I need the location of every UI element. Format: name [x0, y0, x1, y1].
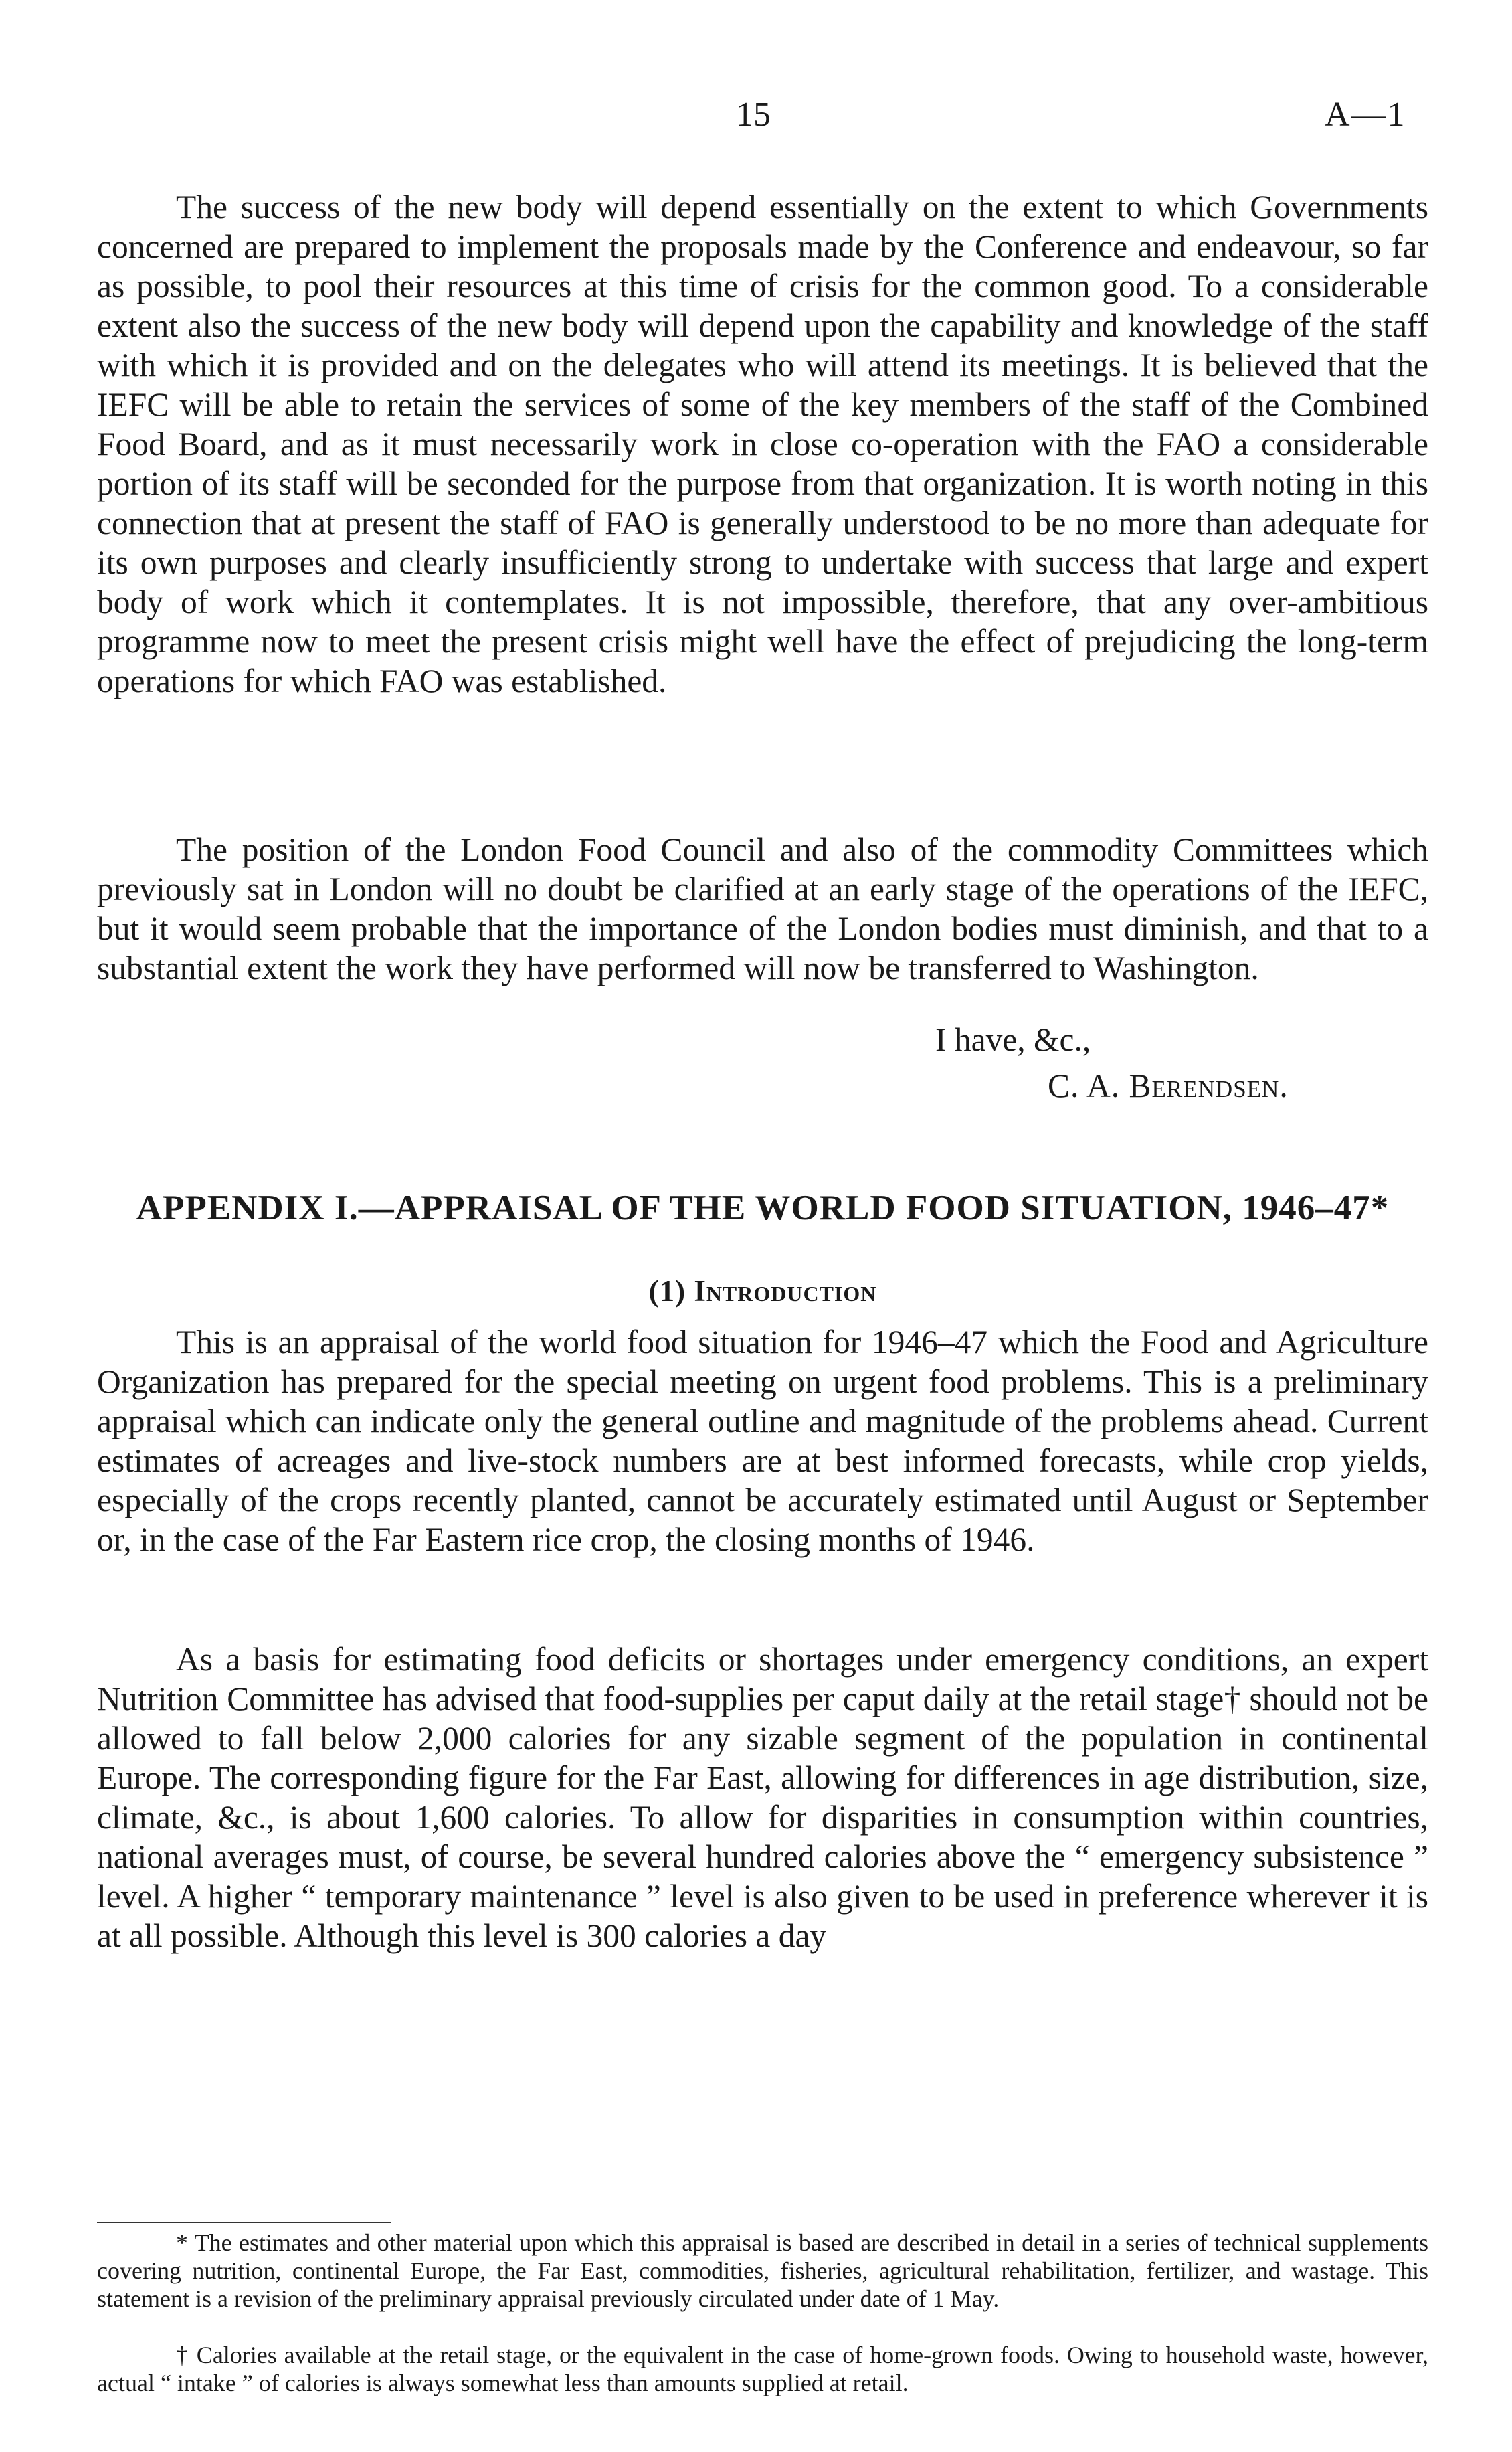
footnote: † Calories available at the retail stage, or the equivalent in the case of home-grown foods. Owing to household waste, however, actual “ intake ” of calories is always somewhat less than amounts supplied at retail. — [97, 2342, 1428, 2396]
document-code: A—1 — [1325, 96, 1406, 134]
section-heading: (1) Introduction — [648, 1274, 877, 1308]
appendix-paragraph: As a basis for estimating food deficits or shortages under emergency conditions, an expert Nutrition Committee has advised that food-supplies per caput daily at the retail stage† should not be allowed to fall below 2,000 calories for any sizable segment of the population in continental Europe. The corresponding figure for the Far East, allowing for differences in age distribution, size, climate, &c., is about 1,600 calories. To allow for disparities in consumption within countries, national averages must, of course, be several hundred calories above the “ emergency subsistence ” level. A higher “ temporary maintenance ” level is also given to be used in preference wherever it is at all possible. Although this level is 300 calories a day — [97, 1641, 1428, 1954]
page-number: 15 — [736, 96, 771, 134]
letter-paragraph: The success of the new body will depend essentially on the extent to which Governments concerned are prepared to implement the proposals made by the Conference and endeavour, so far as possible, to pool their resources at this time of crisis for the common good. To a considerable extent also the success of the new body will depend upon the capability and knowledge of the staff with which it is provided and on the delegates who will attend its meetings. It is believed that the IEFC will be able to retain the services of some of the key members of the staff of the Combined Food Board, and as it must necessarily work in close co-operation with the FAO a considerable portion of its staff will be seconded for the purpose from that organization. It is worth noting in this connection that at present the staff of FAO is generally understood to be no more than adequate for its own purposes and clearly insufficiently strong to undertake with success that large and expert body of work which it contemplates. It is not impossible, therefore, that any over-ambitious programme now to meet the present crisis might well have the effect of prejudicing the long-term operations for which FAO was established. — [97, 189, 1428, 699]
appendix-paragraph: This is an appraisal of the world food situation for 1946–47 which the Food and Agriculture Organization has prepared for the special meeting on urgent food problems. This is a preliminary appraisal which can indicate only the general outline and magnitude of the problems ahead. Current estimates of acreages and live-stock numbers are at best informed forecasts, while crop yields, especially of the crops recently planted, cannot be accurately estimated until August or September or, in the case of the Far Eastern rice crop, the closing months of 1946. — [97, 1324, 1428, 1558]
footnote: * The estimates and other material upon which this appraisal is based are described in detail in a series of technical supplements covering nutrition, continental Europe, the Far East, commodities, fisheries, agricultural rehabilitation, fertilizer, and wastage. This statement is a revision of the preliminary appraisal previously circulated under date of 1 May. — [97, 2229, 1428, 2312]
running-head — [0, 95, 1512, 149]
footnote-divider — [97, 2222, 391, 2223]
letter-paragraph: The position of the London Food Council and also of the commodity Committees which previously sat in London will no doubt be clarified at an early stage of the operations of the IEFC, but it would seem probable that the importance of the London bodies must diminish, and that to a substantial extent the work they have performed will now be transferred to Washington. — [97, 831, 1428, 986]
letter-signature: C. A. Berendsen. — [1048, 1067, 1289, 1104]
appendix-title: APPENDIX I.—APPRAISAL OF THE WORLD FOOD SITUATION, 1946–47* — [136, 1189, 1390, 1227]
letter-closing: I have, &c., — [935, 1021, 1091, 1058]
